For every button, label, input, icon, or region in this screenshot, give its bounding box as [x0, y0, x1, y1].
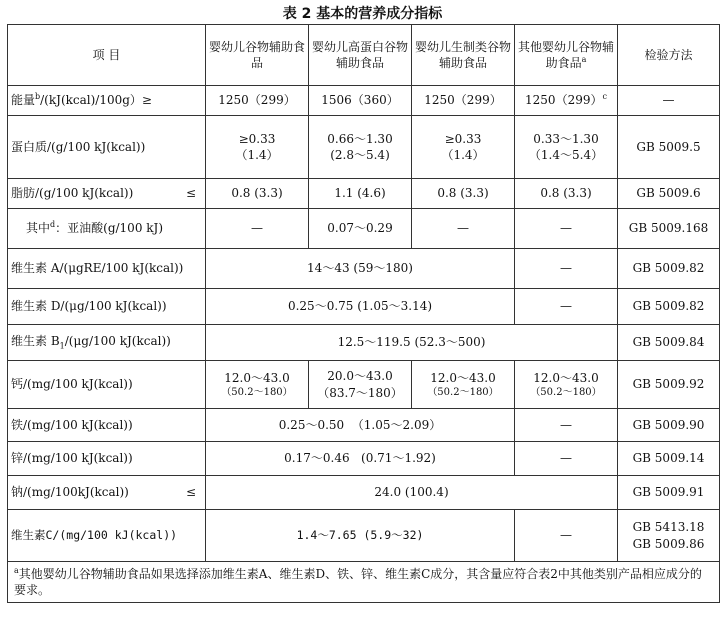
cell: 1.4～7.65 (5.9～32) — [206, 510, 515, 562]
row-label: 铁/(mg/100 kJ(kcal)) — [8, 409, 206, 442]
method-cell: GB 5009.91 — [618, 476, 720, 510]
row-label: 维生素 $B_1/(\mu g/100$ kJ(kcal)) — [8, 325, 206, 361]
method-cell: GB 5009.90 — [618, 409, 720, 442]
table-row-calcium — [8, 361, 720, 409]
header-col-2: 婴幼儿高蛋白谷物辅助食品 — [309, 25, 412, 86]
cell: — — [515, 209, 618, 249]
cell: 0.66～1.30 (2.8～5.4) — [309, 116, 412, 179]
method-cell: GB 5009.84 — [618, 325, 720, 361]
row-label: 维生素C/(mg/100 kJ(kcal)) — [8, 510, 206, 562]
row-label: 锌/(mg/100 kJ(kcal)) — [8, 442, 206, 476]
cell: 0.25～0.75 (1.05～3.14) — [206, 289, 515, 325]
row-label: 蛋白质/(g/100 kJ(kcal)) — [8, 116, 206, 179]
row-label: 钠/(mg/100kJ(kcal)) ≤ — [8, 476, 206, 510]
cell: ≥0.33 （1.4） — [412, 116, 515, 179]
cell: 0.25～0.50 （1.05～2.09） — [206, 409, 515, 442]
nutrition-table — [7, 24, 720, 603]
table-row-fat — [8, 179, 720, 209]
cell: 1.1 (4.6) — [309, 179, 412, 209]
row-label: 维生素 A/(μgRE/100 kJ(kcal)) — [8, 249, 206, 289]
cell: 0.8 (3.3) — [515, 179, 618, 209]
method-cell: GB 5009.5 — [618, 116, 720, 179]
cell: 0.07～0.29 — [309, 209, 412, 249]
cell: — — [515, 289, 618, 325]
method-cell: GB 5009.82 — [618, 249, 720, 289]
header-col-3: 婴幼儿生制类谷物辅助食品 — [412, 25, 515, 86]
row-label: 脂肪/(g/100 kJ(kcal)) ≤ — [8, 179, 206, 209]
table-row-zinc — [8, 442, 720, 476]
cell: — — [515, 249, 618, 289]
table-row-vitamin-a — [8, 249, 720, 289]
cell: 0.17～0.46 (0.71～1.92) — [206, 442, 515, 476]
table-row-vitamin-c — [8, 510, 720, 562]
cell: 12.0～43.0 （50.2～180） — [412, 361, 515, 409]
table-row-sodium — [8, 476, 720, 510]
row-label: 维生素 D/(μg/100 kJ(kcal)) — [8, 289, 206, 325]
cell: 1250（299） — [206, 86, 309, 116]
footnote: $^a$其他婴幼儿谷物辅助食品如果选择添加维生素A、维生素D、铁、锌、维生素C成分，其含量应符合表2中其他类别产品相应成分的要求。 — [8, 562, 720, 603]
cell: — — [412, 209, 515, 249]
header-col-1: 婴幼儿谷物辅助食品 — [206, 25, 309, 86]
table-row-protein — [8, 116, 720, 179]
table-row-vitamin-b1 — [8, 325, 720, 361]
row-label: 钙/(mg/100 kJ(kcal)) — [8, 361, 206, 409]
header-col-4: 其他婴幼儿谷物辅助食品$^a$ — [515, 25, 618, 86]
cell: 0.33～1.30 （1.4～5.4） — [515, 116, 618, 179]
table-title: 表 2 基本的营养成分指标 — [282, 6, 443, 22]
method-cell: — — [618, 86, 720, 116]
method-cell: GB 5009.14 — [618, 442, 720, 476]
cell: 0.8 (3.3) — [206, 179, 309, 209]
cell: $1250(299)^c$ — [515, 86, 618, 116]
cell: 24.0 (100.4) — [206, 476, 618, 510]
table-row-linoleic — [8, 209, 720, 249]
row-label: 其中$^d$：亚油酸(g/100 kJ) — [8, 209, 206, 249]
cell: — — [515, 409, 618, 442]
cell: — — [206, 209, 309, 249]
cell: 1250（299） — [412, 86, 515, 116]
table-row-vitamin-d — [8, 289, 720, 325]
cell: — — [515, 442, 618, 476]
header-row — [8, 25, 720, 86]
cell: 0.8 (3.3) — [412, 179, 515, 209]
method-cell: GB 5009.168 — [618, 209, 720, 249]
method-cell: GB 5009.92 — [618, 361, 720, 409]
table-row-iron — [8, 409, 720, 442]
cell: 12.0～43.0 （50.2～180） — [206, 361, 309, 409]
cell: 20.0～43.0 （83.7～180） — [309, 361, 412, 409]
footnote-row — [8, 562, 720, 603]
header-method: 检验方法 — [618, 25, 720, 86]
row-label: 能量$^b$/(kJ(kcal)/100g）≥ — [8, 86, 206, 116]
cell: — — [515, 510, 618, 562]
cell: 1506（360） — [309, 86, 412, 116]
cell: 14～43 (59～180) — [206, 249, 515, 289]
header-item: 项 目 — [8, 25, 206, 86]
table-row-energy — [8, 86, 720, 116]
cell: 12.5～119.5 (52.3～500) — [206, 325, 618, 361]
method-cell: GB 5413.18 GB 5009.86 — [618, 510, 720, 562]
cell: ≥0.33 （1.4） — [206, 116, 309, 179]
cell: 12.0～43.0 （50.2～180） — [515, 361, 618, 409]
method-cell: GB 5009.82 — [618, 289, 720, 325]
method-cell: GB 5009.6 — [618, 179, 720, 209]
